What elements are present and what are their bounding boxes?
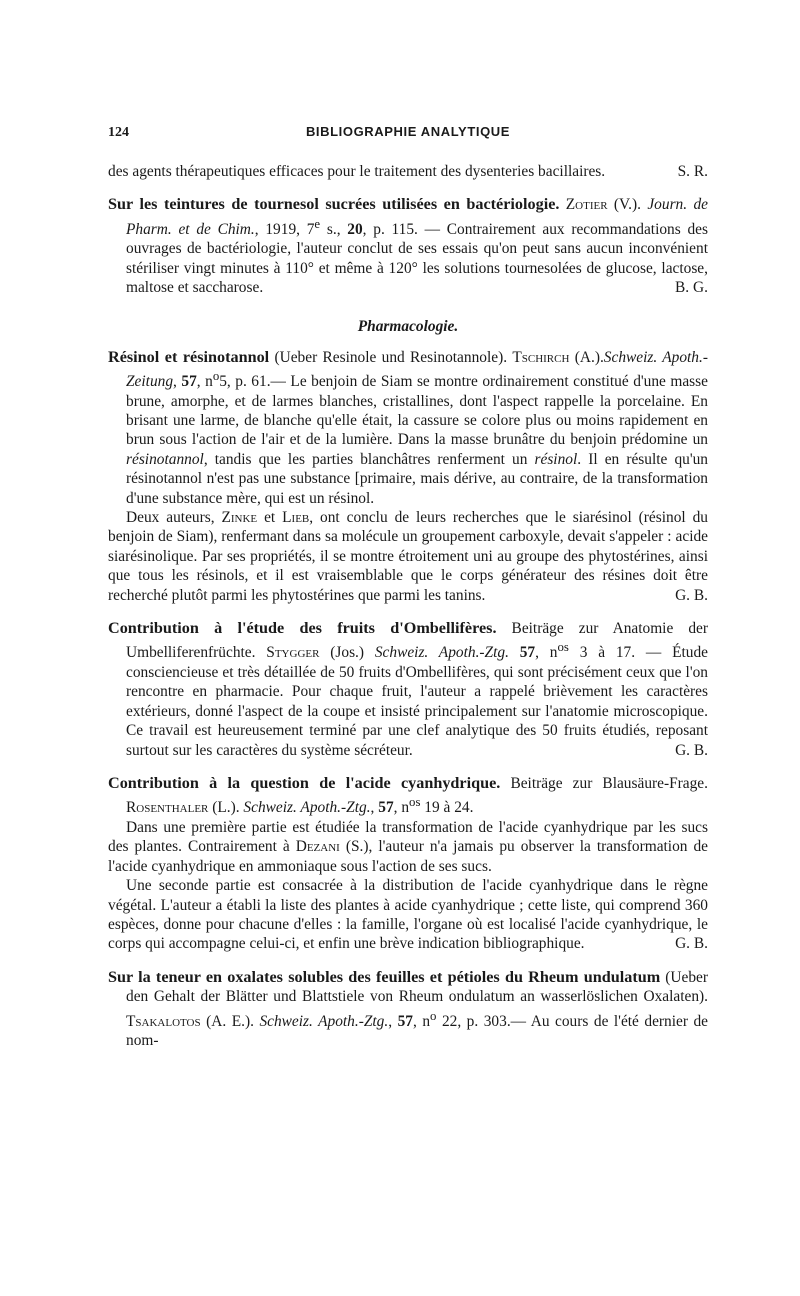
page-number: 124	[108, 125, 129, 140]
entry-oxalates	[108, 968, 708, 1051]
reference-part	[509, 645, 520, 662]
page-header	[108, 124, 708, 150]
author-name: Dezani	[295, 838, 340, 856]
author-name: Tschirch	[512, 348, 570, 366]
author-initial: (A.).	[569, 348, 604, 366]
entry-paragraph	[108, 348, 708, 508]
author-name: Tsakalotos	[126, 1012, 201, 1030]
entry-title: Résinol et résinotannol	[108, 347, 270, 366]
reference-superscript: os	[557, 640, 569, 655]
entry-paragraph	[108, 818, 708, 876]
author-initial: (V.).	[607, 196, 648, 214]
entry-body: Dans une première partie est étudiée la transformation de l'acide cyanhydrique par les sucs des plantes. Contrairement à	[108, 818, 708, 856]
reference-part: , n	[412, 1012, 431, 1030]
reference-superscript: o	[212, 368, 220, 383]
entry-ombelliferes	[108, 619, 708, 760]
entry-body: , tandis que les parties blanchâtres renferment un	[203, 450, 535, 468]
author-name: Zotier	[565, 196, 608, 214]
author-initial: (Jos.)	[319, 644, 375, 662]
volume-number: 57	[519, 644, 536, 662]
reference-part: , n	[196, 373, 213, 391]
entry-subtitle: (Ueber Resinole und Resinotannole).	[269, 348, 513, 366]
entry-body: Une seconde partie est consacrée à la distribution de l'acide cyanhydrique dans le règne végétal. L'auteur a établi la liste des plantes à acide cyanhydrique ; cette liste, qui comprend 360 espèces, donne pour chacune d'elles : la famille, l'organe où est localisé l'acide cyanhydrique, le corps qui accompagne celui-ci, et enfin une brève indication bibliographique.	[108, 877, 708, 953]
reference-part: , 1919, 7	[254, 220, 315, 238]
reference-superscript: o	[430, 1008, 437, 1023]
intro-paragraph	[108, 162, 708, 181]
entry-body: . Il en résulte qu'un résinotannol n'est pas une substance [primaire, mais dérive, au contraire, de la transformation d'une substance mère, qui est un résinol.	[126, 450, 708, 507]
signature: S. R.	[677, 163, 708, 180]
entry-paragraph	[108, 195, 708, 297]
journal-name: Schweiz. Apoth.-Ztg.	[243, 799, 371, 817]
author-name: Zinke	[221, 508, 258, 526]
reference-part: ,	[388, 1012, 398, 1030]
entry-resinol	[108, 348, 708, 605]
italic-term: résinotannol	[126, 450, 204, 468]
author-name: Rosenthaler	[126, 799, 209, 817]
entry-body: Contrairement aux recommandations des ouvrages de bactériologie, l'auteur conclut de ses essais qu'on peut sans aucun inconvénient stériliser vingt minutes à 110° et même à 120° les solutions tournesolées de glucose, lactose, maltose et saccharose.	[126, 220, 708, 297]
journal-name: Journ. de Pharm. et de Chim.	[126, 196, 708, 238]
entry-body: Le benjoin de Siam se montre ordinairement constitué d'une masse brune, amorphe, et de larmes blanches, cristallines, dont l'aspect rappelle la porcelaine. En brisant une larme, de blanche qu'elle était, la cassure se colore plus ou moins rapidement en brun sous l'action de l'air et de la lumière. Dans la masse brunâtre du benjoin prédomine un	[126, 373, 708, 449]
reference-part: , n	[393, 799, 410, 817]
journal-name: Schweiz. Apoth.-Ztg.	[374, 644, 509, 662]
author-name: Lieb	[282, 508, 310, 526]
entry-cyanhydrique	[108, 774, 708, 954]
reference-part: ,	[370, 799, 379, 817]
volume-number: 57	[378, 799, 394, 817]
author-initial: (L.).	[208, 799, 244, 817]
author-name: Stygger	[266, 644, 320, 662]
reference-part: s.,	[320, 220, 348, 238]
entry-title: Contribution à l'étude des fruits d'Ombellifères.	[108, 618, 497, 637]
italic-term: résinol	[534, 450, 578, 468]
entry-body: et	[257, 508, 283, 526]
signature: B. G.	[675, 279, 708, 297]
entry-title: Sur la teneur en oxalates solubles des feuilles et pétioles du Rheum undulatum	[108, 967, 661, 986]
entry-paragraph	[108, 619, 708, 760]
reference-part: ,	[173, 373, 182, 391]
entry-title: Contribution à la question de l'acide cyanhydrique.	[108, 773, 501, 792]
volume-number: 57	[397, 1012, 413, 1030]
entry-subtitle: Beiträge zur Blausäure-Frage.	[500, 774, 708, 792]
entry-subtitle: (Ueber den Gehalt der Blätter und Blattstiele von Rheum ondulatum an wasserlöslichen Oxalaten).	[126, 968, 708, 1006]
entry-paragraph	[108, 968, 708, 1051]
journal-name: Schweiz. Apoth.-Ztg.	[259, 1012, 389, 1030]
reference-part: , p. 115. —	[362, 220, 447, 238]
author-initial: (A. E.).	[200, 1012, 260, 1030]
journal-name: Schweiz. Apoth.-Zeitung	[126, 348, 708, 391]
reference-part: 19 à 24.	[420, 799, 474, 817]
signature: G. B.	[675, 741, 708, 759]
entry-paragraph	[108, 774, 708, 818]
reference-part: 5, p. 61.—	[219, 373, 291, 391]
reference-part: 3 à 17. —	[568, 644, 673, 662]
entry-body: Étude consciencieuse et très détaillée de 50 fruits d'Ombellifères, qui sont précisément ceux que l'on rencontre en pharmacie. Pour chaque fruit, l'auteur a rappelé brièvement les caractères extérieurs, donné l'aspect de la coupe et insisté principalement sur l'anatomie microscopique. Ce travail est heureusement terminé par une clef analytique des 50 fruits étudiés, reposant surtout sur les caractères du système sécréteur.	[126, 644, 708, 759]
entry-paragraph	[108, 876, 708, 954]
entry-tournesol	[108, 195, 708, 297]
reference-superscript: os	[409, 795, 421, 810]
section-heading: Pharmacologie.	[357, 317, 459, 335]
entry-body: (S.), l'auteur n'a jamais pu observer la transformation de l'acide cyanhydrique en ammoniaque sous l'action de ses sucs.	[108, 838, 708, 875]
volume-number: 20	[347, 220, 363, 238]
signature: G. B.	[675, 586, 708, 604]
reference-part: 22, p. 303.—	[436, 1012, 531, 1030]
entry-body: , ont conclu de leurs recherches que le siarésinol (résinol du benjoin de Siam), renfermant dans sa molécule un groupement carboxyle, devait s'appeler : acide siarésinolique. Par ses propriétés, il se montre étroitement uni au groupe des phytostérines, ainsi que tous les résinols, et il est vraisemblable que le corps générateur des résines doit être recherché plutôt parmi les phytostérines que parmi les tanins.	[108, 508, 708, 604]
running-head: BIBLIOGRAPHIE ANALYTIQUE	[305, 124, 511, 139]
entry-body: Deux auteurs,	[126, 508, 222, 526]
volume-number: 57	[181, 373, 197, 391]
entry-paragraph	[108, 508, 708, 605]
intro-text: des agents thérapeutiques efficaces pour le traitement des dysenteries bacillaires.	[108, 163, 606, 180]
entry-title: Sur les teintures de tournesol sucrées utilisées en bactériologie.	[108, 195, 560, 214]
reference-part: , n	[535, 644, 558, 662]
reference-superscript: e	[314, 216, 321, 231]
entry-body: Au cours de l'été dernier de nom-	[126, 1012, 708, 1050]
signature: G. B.	[675, 935, 708, 953]
entry-subtitle: Beiträge zur Anatomie der Umbelliferenfrüchte.	[126, 619, 708, 662]
